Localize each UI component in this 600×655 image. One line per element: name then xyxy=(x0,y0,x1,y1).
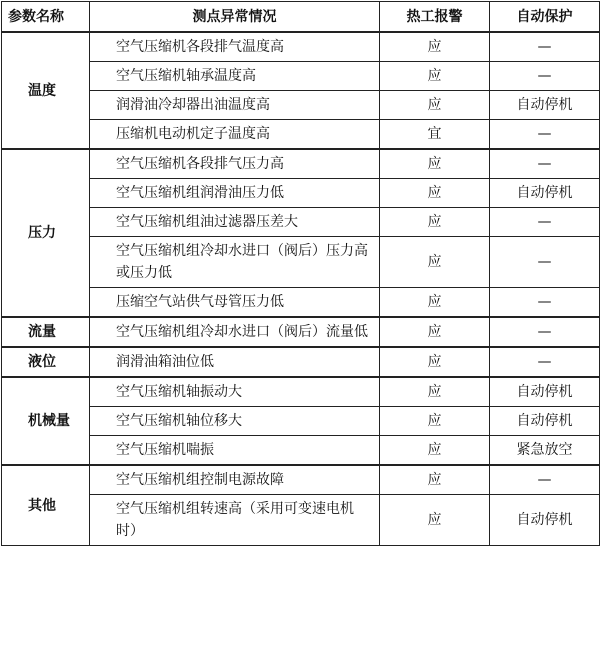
protection-cell: 自动停机 xyxy=(490,407,600,436)
condition-cell: 空气压缩机组油过滤器压差大 xyxy=(90,208,380,237)
alarm-cell: 应 xyxy=(380,179,490,208)
condition-cell: 空气压缩机组转速高（采用可变速电机时） xyxy=(90,495,380,546)
alarm-cell: 应 xyxy=(380,377,490,407)
alarm-cell: 应 xyxy=(380,149,490,179)
alarm-cell: 应 xyxy=(380,495,490,546)
alarm-cell: 应 xyxy=(380,288,490,318)
condition-cell: 压缩机电动机定子温度高 xyxy=(90,120,380,150)
table-row xyxy=(2,317,600,347)
protection-cell: — xyxy=(490,149,600,179)
param-name-cell: 液位 xyxy=(2,347,90,377)
alarm-cell: 宜 xyxy=(380,120,490,150)
protection-cell: — xyxy=(490,465,600,495)
alarm-cell: 应 xyxy=(380,32,490,62)
condition-cell: 润滑油冷却器出油温度高 xyxy=(90,91,380,120)
alarm-protection-table xyxy=(1,1,600,546)
table-row xyxy=(2,495,600,546)
table-row xyxy=(2,208,600,237)
table-row xyxy=(2,407,600,436)
condition-cell: 空气压缩机各段排气温度高 xyxy=(90,32,380,62)
condition-cell: 空气压缩机轴承温度高 xyxy=(90,62,380,91)
alarm-cell: 应 xyxy=(380,347,490,377)
condition-cell: 空气压缩机组润滑油压力低 xyxy=(90,179,380,208)
alarm-cell: 应 xyxy=(380,407,490,436)
alarm-cell: 应 xyxy=(380,62,490,91)
table-row xyxy=(2,32,600,62)
protection-cell: 自动停机 xyxy=(490,495,600,546)
table-row xyxy=(2,347,600,377)
alarm-cell: 应 xyxy=(380,436,490,466)
protection-cell: — xyxy=(490,62,600,91)
table-row xyxy=(2,237,600,288)
protection-cell: 紧急放空 xyxy=(490,436,600,466)
condition-cell: 润滑油箱油位低 xyxy=(90,347,380,377)
param-name-cell: 压力 xyxy=(2,149,90,317)
table-row xyxy=(2,120,600,150)
header-condition: 测点异常情况 xyxy=(90,2,380,33)
protection-cell: — xyxy=(490,208,600,237)
protection-cell: — xyxy=(490,120,600,150)
alarm-cell: 应 xyxy=(380,317,490,347)
protection-cell: 自动停机 xyxy=(490,91,600,120)
protection-cell: 自动停机 xyxy=(490,179,600,208)
protection-cell: 自动停机 xyxy=(490,377,600,407)
protection-cell: — xyxy=(490,237,600,288)
condition-cell: 空气压缩机组控制电源故障 xyxy=(90,465,380,495)
protection-cell: — xyxy=(490,32,600,62)
condition-cell: 空气压缩机组冷却水进口（阀后）流量低 xyxy=(90,317,380,347)
header-row xyxy=(2,2,600,33)
condition-cell: 空气压缩机轴振动大 xyxy=(90,377,380,407)
table-row xyxy=(2,91,600,120)
protection-cell: — xyxy=(490,288,600,318)
condition-cell: 空气压缩机组冷却水进口（阀后）压力高或压力低 xyxy=(90,237,380,288)
table-body xyxy=(2,32,600,546)
alarm-cell: 应 xyxy=(380,208,490,237)
header-alarm: 热工报警 xyxy=(380,2,490,33)
protection-cell: — xyxy=(490,347,600,377)
table-row xyxy=(2,436,600,466)
protection-cell: — xyxy=(490,317,600,347)
param-name-cell: 温度 xyxy=(2,32,90,149)
alarm-cell: 应 xyxy=(380,237,490,288)
table-row xyxy=(2,465,600,495)
param-name-cell: 其他 xyxy=(2,465,90,546)
table-row xyxy=(2,149,600,179)
alarm-cell: 应 xyxy=(380,465,490,495)
alarm-cell: 应 xyxy=(380,91,490,120)
header-param: 参数名称 xyxy=(2,2,90,33)
condition-cell: 空气压缩机各段排气压力高 xyxy=(90,149,380,179)
header-protection: 自动保护 xyxy=(490,2,600,33)
param-name-cell: 流量 xyxy=(2,317,90,347)
table-row xyxy=(2,179,600,208)
condition-cell: 空气压缩机喘振 xyxy=(90,436,380,466)
param-name-cell: 机械量 xyxy=(2,377,90,465)
condition-cell: 空气压缩机轴位移大 xyxy=(90,407,380,436)
condition-cell: 压缩空气站供气母管压力低 xyxy=(90,288,380,318)
table-row xyxy=(2,377,600,407)
table-row xyxy=(2,288,600,318)
table-row xyxy=(2,62,600,91)
